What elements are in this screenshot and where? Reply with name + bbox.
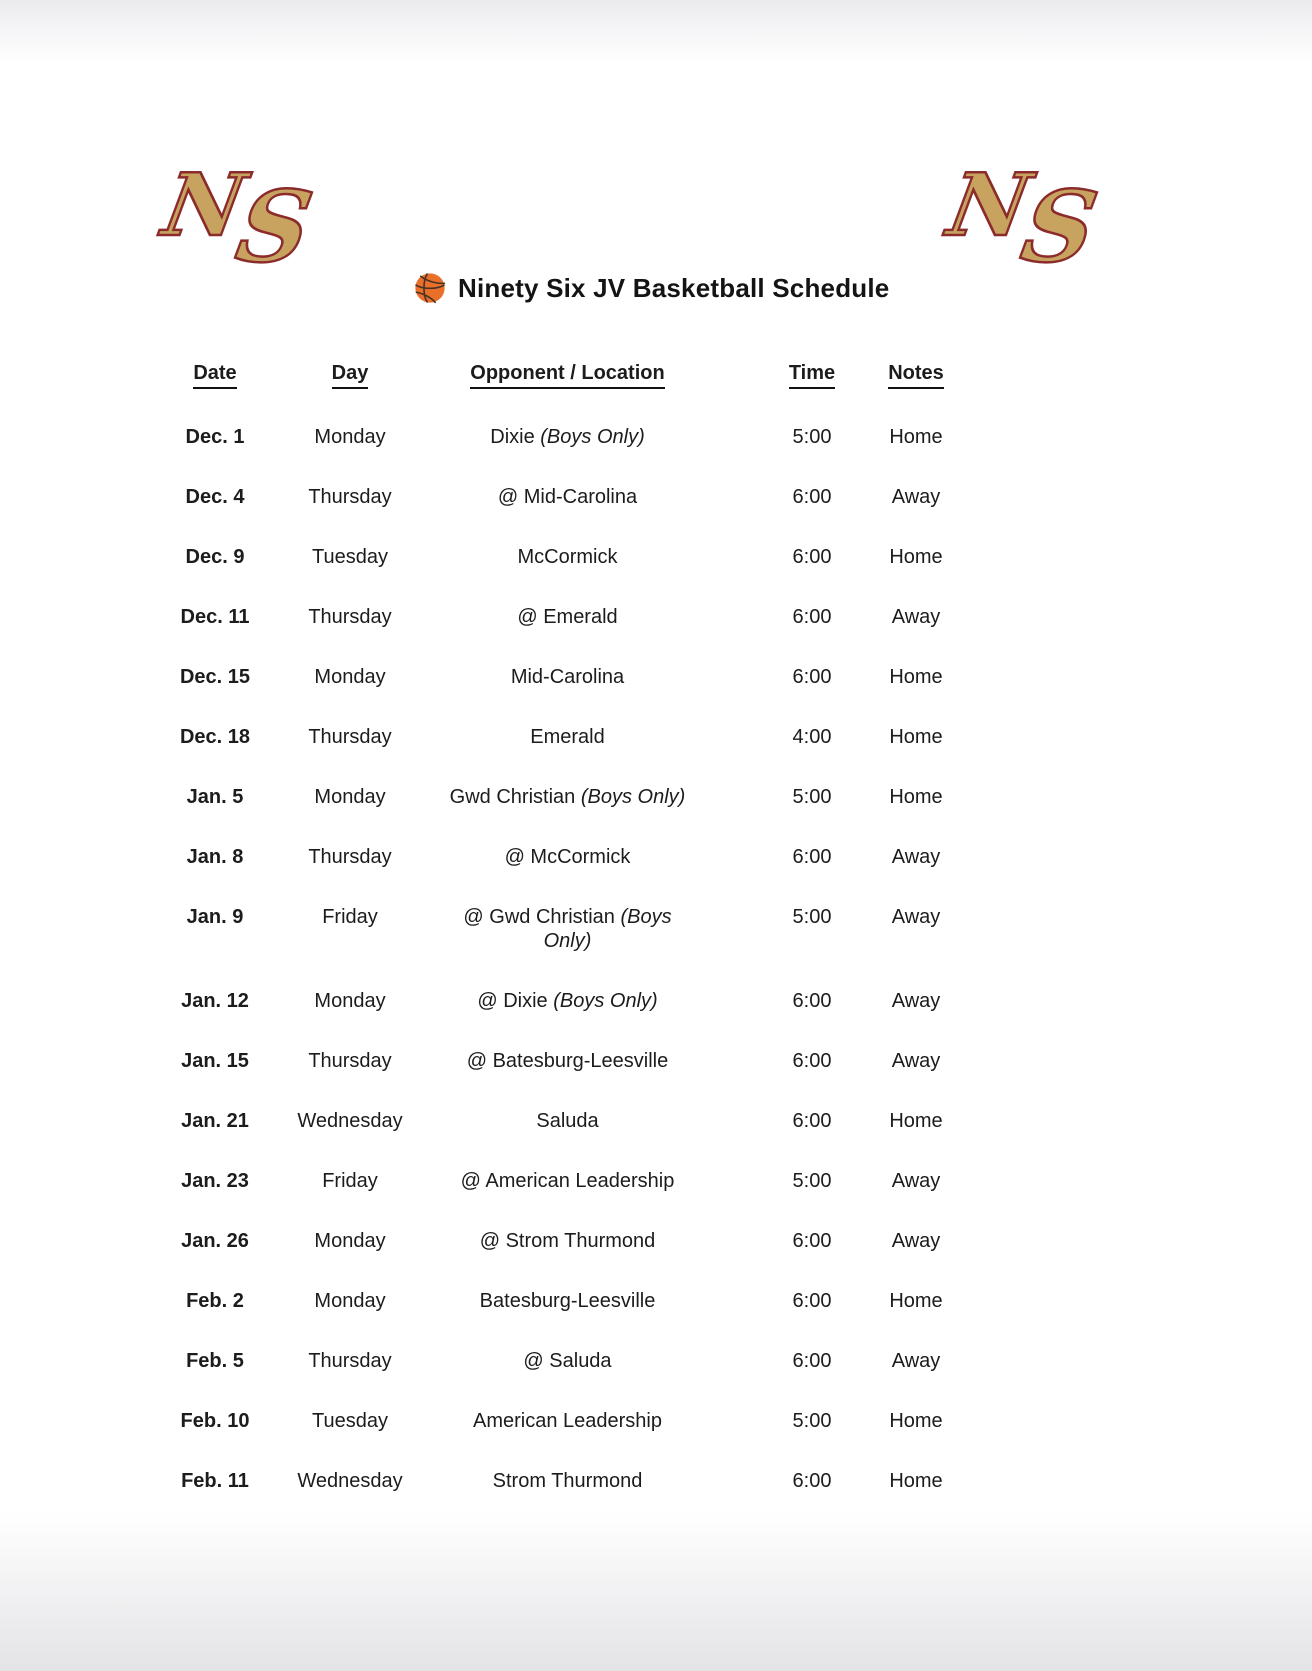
cell-notes: Away — [891, 1230, 941, 1252]
cell-day: Friday — [322, 1170, 378, 1192]
cell-notes: Away — [891, 606, 941, 628]
cell-time: 5:00 — [792, 1410, 832, 1432]
ns-logo-letter-s: S — [1013, 170, 1106, 285]
cell-notes: Away — [891, 1170, 941, 1192]
cell-date: Feb. 2 — [186, 1290, 244, 1312]
opponent-name: @ Saluda — [523, 1350, 612, 1372]
opponent-name: @ American Leadership — [460, 1170, 675, 1192]
opponent-name: Saluda — [536, 1110, 599, 1132]
table-row — [150, 845, 961, 869]
cell-notes: Home — [889, 1290, 943, 1312]
cell-time: 6:00 — [792, 1290, 832, 1312]
cell-day: Monday — [314, 1290, 386, 1312]
cell-time: 6:00 — [792, 1110, 832, 1132]
cell-date: Feb. 11 — [181, 1470, 249, 1492]
cell-time: 5:00 — [792, 426, 832, 448]
cell-time: 5:00 — [792, 786, 832, 808]
table-row — [150, 1229, 961, 1253]
cell-time: 5:00 — [792, 906, 832, 928]
opponent-name: American Leadership — [473, 1410, 662, 1432]
cell-opponent — [445, 1409, 690, 1433]
cell-day: Wednesday — [297, 1470, 403, 1492]
opponent-note: (Boys Only) — [580, 786, 686, 808]
cell-day: Thursday — [308, 1350, 392, 1372]
cell-time: 6:00 — [792, 1350, 832, 1372]
table-row — [150, 1109, 961, 1133]
ns-logo-letter-s: S — [228, 170, 321, 285]
cell-notes: Home — [889, 1470, 943, 1492]
page-title: Ninety Six JV Basketball Schedule — [458, 272, 890, 303]
cell-time: 6:00 — [792, 1470, 832, 1492]
opponent-name: @ McCormick — [504, 846, 631, 868]
cell-time: 6:00 — [792, 486, 832, 508]
opponent-name: Batesburg-Leesville — [479, 1290, 656, 1312]
cell-time: 4:00 — [792, 726, 832, 748]
cell-time: 6:00 — [792, 546, 832, 568]
header-day: Day — [280, 361, 420, 389]
cell-date: Dec. 15 — [179, 666, 251, 688]
ns-logo-left — [156, 155, 368, 285]
opponent-name: @ Dixie — [477, 990, 548, 1012]
cell-opponent — [445, 1229, 690, 1253]
table-row — [150, 725, 961, 749]
header-opponent: Opponent / Location — [445, 361, 690, 389]
cell-date: Jan. 12 — [181, 990, 249, 1012]
cell-notes: Home — [889, 786, 943, 808]
cell-time: 6:00 — [792, 1050, 832, 1072]
table-body — [150, 425, 961, 1493]
cell-day: Monday — [314, 666, 386, 688]
cell-notes: Home — [889, 666, 943, 688]
cell-notes: Away — [891, 846, 941, 868]
table-header-row — [150, 361, 961, 389]
cell-time: 6:00 — [792, 846, 832, 868]
cell-date: Dec. 18 — [179, 726, 251, 748]
opponent-name: Strom Thurmond — [492, 1470, 643, 1492]
opponent-name: Mid-Carolina — [510, 666, 625, 688]
cell-opponent — [445, 1109, 690, 1133]
cell-day: Monday — [314, 990, 386, 1012]
cell-notes: Home — [889, 426, 943, 448]
cell-date: Jan. 8 — [186, 846, 244, 868]
cell-opponent — [445, 1349, 690, 1373]
cell-notes: Away — [891, 486, 941, 508]
cell-opponent — [445, 785, 690, 809]
ns-logo-letter-n: N — [156, 155, 253, 256]
cell-date: Jan. 21 — [181, 1110, 249, 1132]
cell-opponent — [445, 989, 690, 1013]
table-row — [150, 1469, 961, 1493]
cell-date: Jan. 15 — [181, 1050, 249, 1072]
cell-opponent — [445, 905, 690, 953]
cell-opponent — [445, 425, 690, 449]
cell-date: Jan. 9 — [186, 906, 244, 928]
table-row — [150, 785, 961, 809]
cell-time: 6:00 — [792, 1230, 832, 1252]
cell-day: Monday — [314, 426, 386, 448]
cell-date: Dec. 9 — [185, 546, 245, 568]
opponent-name: Dixie — [490, 426, 535, 448]
cell-date: Dec. 11 — [180, 606, 250, 628]
cell-opponent — [445, 1049, 690, 1073]
header-date: Date — [150, 361, 280, 389]
cell-notes: Away — [891, 1050, 941, 1072]
ns-logo-letter-n: N — [941, 155, 1038, 256]
cell-opponent — [445, 725, 690, 749]
ns-logo-right — [941, 155, 1153, 285]
table-row — [150, 605, 961, 629]
opponent-name: @ Batesburg-Leesville — [466, 1050, 669, 1072]
opponent-note: (Boys Only) — [543, 906, 672, 952]
opponent-note: (Boys Only) — [553, 990, 658, 1012]
schedule-table — [150, 361, 961, 1529]
table-row — [150, 1289, 961, 1313]
table-row — [150, 1349, 961, 1373]
cell-day: Tuesday — [312, 1410, 388, 1432]
cell-opponent — [445, 545, 690, 569]
cell-day: Friday — [322, 906, 378, 928]
header-time: Time — [772, 361, 852, 389]
cell-opponent — [445, 1169, 690, 1193]
cell-time: 6:00 — [792, 606, 832, 628]
opponent-name: @ Mid-Carolina — [497, 486, 638, 508]
cell-opponent — [445, 845, 690, 869]
table-row — [150, 1049, 961, 1073]
cell-time: 6:00 — [792, 666, 832, 688]
opponent-name: Gwd Christian — [449, 786, 576, 808]
table-row — [150, 545, 961, 569]
cell-notes: Home — [889, 546, 943, 568]
opponent-name: @ Gwd Christian — [463, 906, 615, 928]
cell-day: Wednesday — [297, 1110, 403, 1132]
cell-notes: Home — [889, 1410, 943, 1432]
cell-notes: Home — [889, 726, 943, 748]
cell-opponent — [445, 1469, 690, 1493]
cell-date: Dec. 1 — [185, 426, 245, 448]
opponent-name: McCormick — [517, 546, 618, 568]
cell-day: Thursday — [308, 846, 392, 868]
table-row — [150, 905, 961, 953]
cell-opponent — [445, 605, 690, 629]
cell-date: Jan. 26 — [181, 1230, 249, 1252]
table-row — [150, 989, 961, 1013]
cell-notes: Away — [891, 990, 941, 1012]
table-row — [150, 665, 961, 689]
cell-notes: Away — [891, 906, 941, 928]
cell-date: Dec. 4 — [185, 486, 245, 508]
table-row — [150, 1169, 961, 1193]
page-top-shading — [0, 0, 1312, 64]
cell-day: Tuesday — [312, 546, 388, 568]
document-title-row — [413, 271, 889, 305]
cell-day: Thursday — [308, 606, 392, 628]
header-notes: Notes — [871, 361, 961, 389]
cell-date: Feb. 10 — [180, 1410, 250, 1432]
cell-notes: Away — [891, 1350, 941, 1372]
cell-day: Thursday — [308, 726, 392, 748]
table-row — [150, 485, 961, 509]
cell-day: Monday — [314, 1230, 386, 1252]
cell-notes: Home — [889, 1110, 943, 1132]
table-row — [150, 1409, 961, 1433]
cell-time: 6:00 — [792, 990, 832, 1012]
cell-day: Thursday — [308, 1050, 392, 1072]
cell-opponent — [445, 485, 690, 509]
basketball-icon — [413, 271, 447, 305]
cell-opponent — [445, 1289, 690, 1313]
cell-day: Thursday — [308, 486, 392, 508]
opponent-name: Emerald — [530, 726, 605, 748]
cell-day: Monday — [314, 786, 386, 808]
page-bottom-shading — [0, 1511, 1312, 1671]
cell-date: Jan. 23 — [181, 1170, 249, 1192]
opponent-name: @ Emerald — [517, 606, 618, 628]
cell-date: Jan. 5 — [186, 786, 244, 808]
cell-time: 5:00 — [792, 1170, 832, 1192]
table-row — [150, 425, 961, 449]
cell-date: Feb. 5 — [186, 1350, 244, 1372]
cell-opponent — [445, 665, 690, 689]
opponent-name: @ Strom Thurmond — [479, 1230, 656, 1252]
opponent-note: (Boys Only) — [540, 426, 645, 448]
